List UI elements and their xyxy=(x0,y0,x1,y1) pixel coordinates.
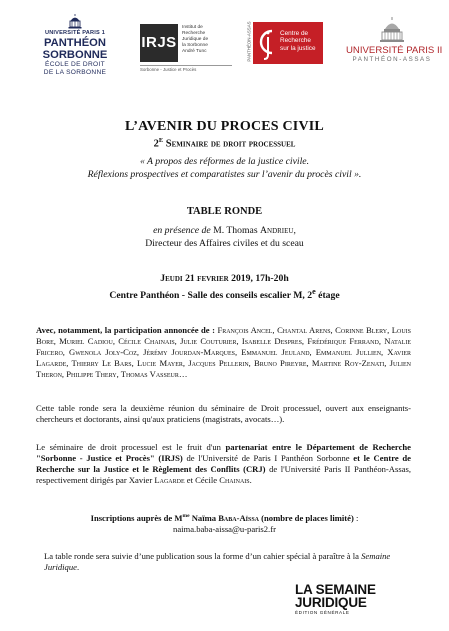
document-title: L’AVENIR DU PROCES CIVIL xyxy=(125,119,324,134)
paris1-line1: UNIVERSITÉ PARIS 1 xyxy=(44,30,106,36)
lsj-line1: LA SEMAINE xyxy=(295,582,376,597)
crj-text xyxy=(280,30,322,52)
inscriptions-block xyxy=(0,511,449,535)
event-date-block xyxy=(0,272,449,302)
paris2-line2: PANTHÉON-ASSAS xyxy=(352,56,432,63)
seminaire-bold: et le Centre de Recherche sur la Justice et le Règlement des Conflits (CRJ) xyxy=(36,453,411,475)
participants-list: François Ancel, Chantal Arens, Corinne Blery, Louis Bore, Muriel Cadiou, Cécile Chainais, Julie Couturier, Isabelle Despres, Frédérique Ferrand, Natalie Fricero, Gwenola Joly-Coz, Jérémy Jourdan-Marques, Emmanuel Jeuland, Emmanuel Jullien, Xavier Lagarde, Thierry Le Bars, Lucie Mayer, Jacques Pellerin, Bruno Pireyre, Martine Roy-Zenati, Julien Theron, Philippe Thery, Thomas Vasseur… xyxy=(36,325,411,380)
crj-text-line: Centre de xyxy=(280,30,309,37)
la-semaine-juridique-logo xyxy=(295,583,405,615)
event-place-sup: e xyxy=(312,287,316,296)
quote-line: « A propos des réformes de la justice civile. xyxy=(139,156,310,167)
irjs-text-line: André Tunc xyxy=(182,48,207,54)
inscriptions-firstname: Naïma xyxy=(189,512,219,523)
table-ronde-heading: TABLE RONDE xyxy=(186,206,263,217)
pantheon-dome-icon xyxy=(67,14,83,29)
event-time: 2019, 17h-20h xyxy=(228,273,289,284)
lsj-line2: JURIDIQUE xyxy=(295,595,367,610)
irjs-text xyxy=(182,25,232,55)
publication-paragraph xyxy=(44,551,416,573)
event-day: Jeudi xyxy=(160,273,183,284)
document-subtitle xyxy=(0,137,449,150)
crj-badge xyxy=(253,22,323,64)
irjs-mark: IRJS xyxy=(140,24,178,62)
presence-intro: en présence de xyxy=(153,225,211,236)
subtitle-ordinal: E xyxy=(158,137,164,144)
seminaire-text: Le séminaire de droit processuel est le fruit d'un xyxy=(36,442,226,452)
presence-role: Directeur des Affaires civiles et du sceau xyxy=(145,237,304,249)
seminaire-text: et Cécile xyxy=(184,475,220,486)
subtitle-number: 2 xyxy=(153,138,159,150)
inscriptions-email[interactable]: naima.baba-aissa@u-paris2.fr xyxy=(173,523,276,534)
seminaire-text: de l'Université de Paris I Panthéon Sorbonne xyxy=(182,453,354,464)
irjs-text-line: Recherche xyxy=(182,30,206,36)
quote-line: Réflexions prospectives et comparatistes sur l’avenir du procès civil ». xyxy=(87,169,362,180)
paris1-line2: PANTHÉON SORBONNE xyxy=(42,37,108,61)
event-daynum: 21 xyxy=(182,273,198,284)
seminaire-bold: partenariat entre le Département de Recherche "Sorbonne - Justice et Procès" (IRJS) xyxy=(36,442,411,464)
paris2-line1: UNIVERSITÉ PARIS II xyxy=(346,45,443,56)
publication-end: . xyxy=(76,562,80,573)
crj-text-line: Recherche xyxy=(280,37,311,45)
inscriptions-sup: me xyxy=(182,513,190,519)
subtitle-text: Seminaire de droit processuel xyxy=(163,138,296,150)
crj-vertical-text: PANTHÉON-ASSAS xyxy=(246,21,252,62)
crj-text-line: sur la justice xyxy=(280,44,316,52)
cette-paragraph: Cette table ronde sera la deuxième réunion du séminaire de Droit processuel, ouvert aux enseignants-chercheurs et doctorants, ainsi qu'aux praticiens (magistrats, avocats…). xyxy=(36,403,411,425)
director-name: Chainais xyxy=(219,475,250,486)
inscriptions-line xyxy=(0,511,449,524)
crj-logo xyxy=(243,22,323,64)
seminaire-text: de l'Université Paris II Panthéon-Assas, respectivement dirigés par Xavier xyxy=(36,464,412,486)
seminaire-paragraph xyxy=(36,442,411,486)
pantheon-dome-icon xyxy=(378,16,406,44)
publication-journal: Semaine Juridique xyxy=(44,551,391,573)
header-logos xyxy=(0,0,449,98)
crj-vertical-label xyxy=(243,22,251,64)
irjs-text-line: la Sorbonne xyxy=(182,42,208,48)
event-date xyxy=(0,272,449,285)
irjs-text-line: Institut de xyxy=(182,25,203,30)
participation-paragraph xyxy=(36,325,411,380)
lsj-line3: ÉDITION GÉNÉRALE xyxy=(295,610,350,615)
inscriptions-pre: Inscriptions auprès de M xyxy=(90,512,183,523)
publication-text: La table ronde sera suivie d’une publication sous la forme d’un cahier spécial à paraître à la xyxy=(44,551,362,561)
crj-monogram-icon xyxy=(256,25,278,61)
seminar-quote xyxy=(0,155,449,181)
inscriptions-surname: Baba-Aïssa xyxy=(218,512,260,523)
irjs-subtitle: Sorbonne - Justice et Procès xyxy=(140,65,232,72)
presence-comma: , xyxy=(293,225,296,236)
event-place xyxy=(0,285,449,302)
inscriptions-note: (nombre de places limité) xyxy=(259,512,354,523)
event-month: fevrier xyxy=(197,273,229,284)
presence-name: M. Thomas xyxy=(210,225,261,236)
irjs-logo xyxy=(140,24,230,74)
paris2-logo xyxy=(346,16,443,63)
presence-block xyxy=(0,225,449,250)
inscriptions-colon: : xyxy=(353,512,359,523)
paris1-logo xyxy=(30,14,120,76)
irjs-text-line: Juridique de xyxy=(182,36,209,42)
director-name: Lagarde xyxy=(154,475,185,486)
event-place-end: étage xyxy=(315,290,340,302)
presence-line xyxy=(0,225,449,238)
presence-surname: Andrieu xyxy=(260,225,294,236)
participation-lead: Avec, notamment, la participation annoncée de : xyxy=(36,325,215,335)
seminaire-text: . xyxy=(249,475,252,486)
paris1-line3: ÉCOLE DE DROIT xyxy=(45,61,105,68)
paris1-line4: DE LA SORBONNE xyxy=(43,68,107,76)
event-place-text: Centre Panthéon - Salle des conseils escalier M, 2 xyxy=(109,290,313,302)
